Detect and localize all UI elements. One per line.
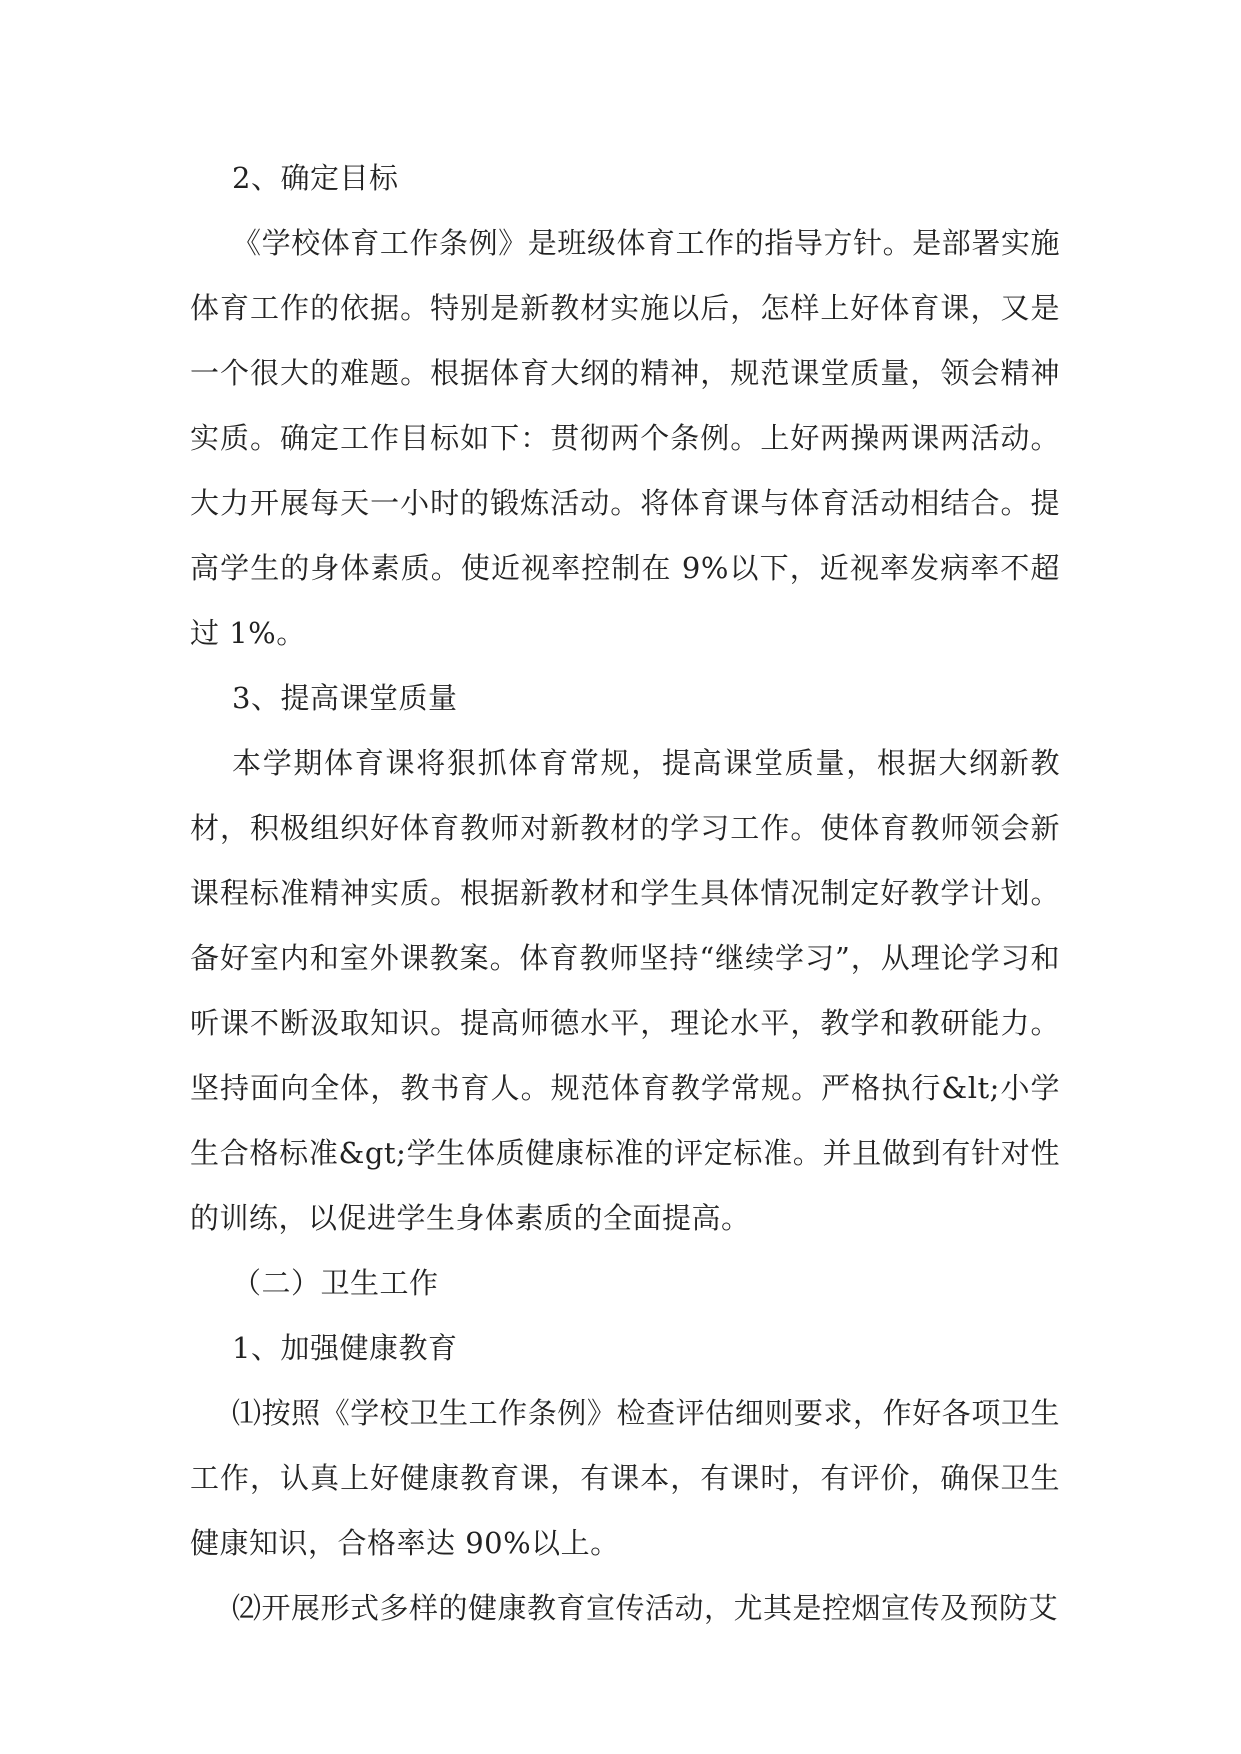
document-page: [190, 146, 1060, 1641]
paragraph-hygiene-item-2: ⑵开展形式多样的健康教育宣传活动，尤其是控烟宣传及预防艾: [232, 1591, 1059, 1625]
section-heading-hygiene-work: （二）卫生工作: [232, 1266, 439, 1300]
paragraph-hygiene-item-1: ⑴按照《学校卫生工作条例》检查评估细则要求，作好各项卫生工作，认真上好健康教育课，有课本，有课时，有评价，确保卫生健康知识，合格率达 90%以上。: [190, 1396, 1060, 1560]
paragraph-class-quality: 本学期体育课将狠抓体育常规，提高课堂质量，根据大纲新教材，积极组织好体育教师对新教材的学习工作。使体育教师领会新课程标准精神实质。根据新教材和学生具体情况制定好教学计划。备好室内和室外课教案。体育教师坚持“继续学习”，从理论学习和听课不断汲取知识。提高师德水平，理论水平，教学和教研能力。坚持面向全体，教书育人。规范体育教学常规。严格执行&lt;小学生合格标准&gt;学生体质健康标准的评定标准。并且做到有针对性的训练，以促进学生身体素质的全面提高。: [190, 746, 1060, 1235]
section-heading-health-education: 1、加强健康教育: [232, 1331, 458, 1365]
section-heading-set-goals: 2、确定目标: [232, 161, 399, 195]
paragraph-goals: 《学校体育工作条例》是班级体育工作的指导方针。是部署实施体育工作的依据。特别是新教材实施以后，怎样上好体育课，又是一个很大的难题。根据体育大纲的精神，规范课堂质量，领会精神实质。确定工作目标如下：贯彻两个条例。上好两操两课两活动。大力开展每天一小时的锻炼活动。将体育课与体育活动相结合。提高学生的身体素质。使近视率控制在 9%以下，近视率发病率不超过 1%。: [190, 226, 1060, 650]
section-heading-class-quality: 3、提高课堂质量: [232, 681, 458, 715]
